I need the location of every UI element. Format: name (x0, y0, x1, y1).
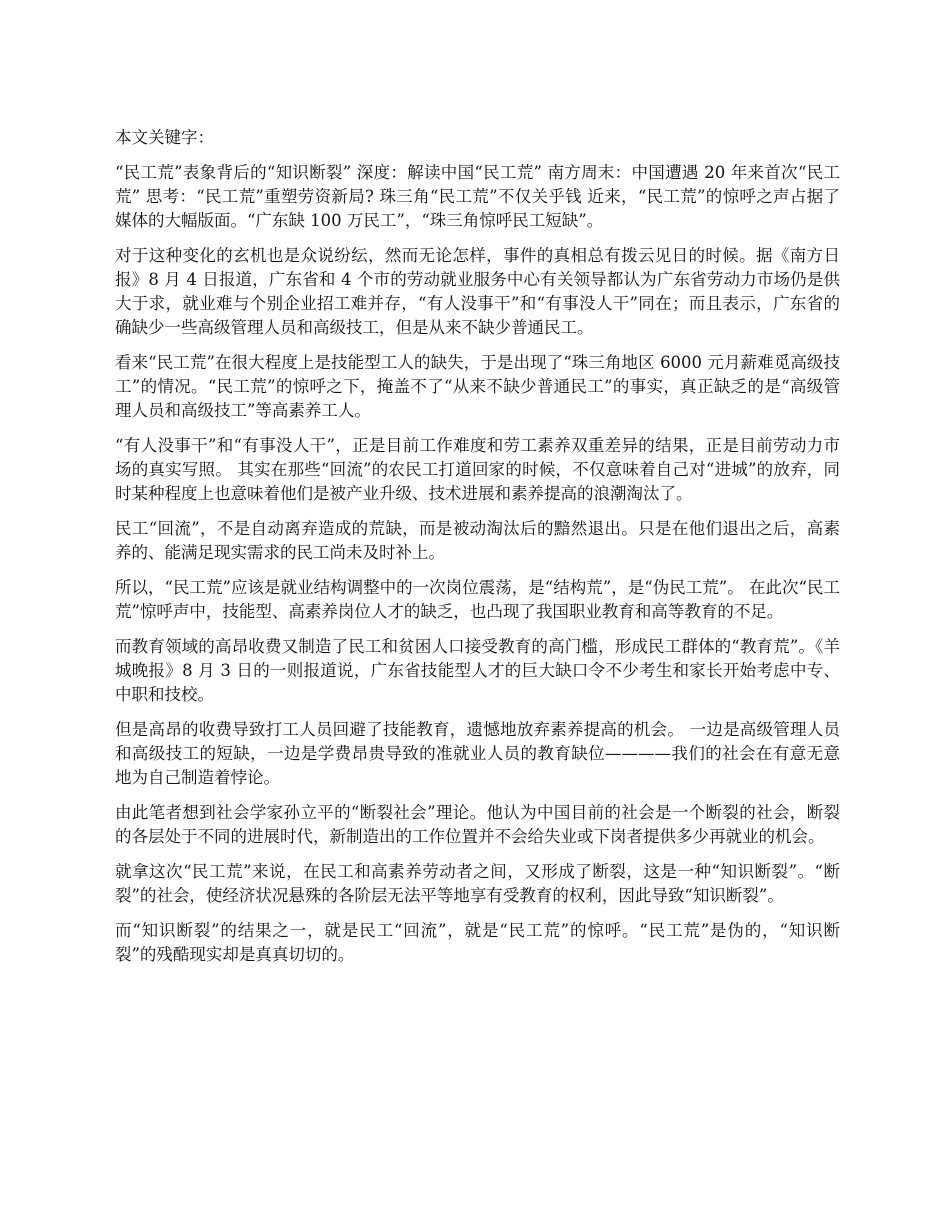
paragraph-4: “有人没事干”和“有事没人干”，正是目前工作难度和劳工素养双重差异的结果，正是目前劳动力市场的真实写照。 其实在那些“回流”的农民工打道回家的时候，不仅意味着自己对“进城”的放弃，同时某种程度上也意味着他们是被产业升级、技术进展和素养提高的浪潮淘汰了。 (115, 436, 840, 503)
paragraph-6: 所以，“民工荒”应该是就业结构调整中的一次岗位震荡，是“结构荒”，是“伪民工荒”。 在此次“民工荒”惊呼声中，技能型、高素养岗位人才的缺乏，也凸现了我国职业教育和高等教育的不足。 (115, 578, 840, 621)
paragraph-10: 就拿这次“民工荒”来说，在民工和高素养劳动者之间，又形成了断裂，这是一种“知识断裂”。“断裂”的社会，使经济状况悬殊的各阶层无法平等地享有受教育的权利，因此导致“知识断裂”。 (115, 862, 840, 905)
paragraph-7: 而教育领域的高昂收费又制造了民工和贫困人口接受教育的高门槛，形成民工群体的“教育荒”。《羊城晚报》8 月 3 日的一则报道说，广东省技能型人才的巨大缺口令不少考生和家长开始考虑中专、中职和技校。 (115, 637, 840, 704)
paragraph-5: 民工“回流”，不是自动离弃造成的荒缺，而是被动淘汰后的黯然退出。只是在他们退出之后，高素养的、能满足现实需求的民工尚未及时补上。 (115, 519, 840, 562)
paragraph-3: 看来“民工荒”在很大程度上是技能型工人的缺失，于是出现了“珠三角地区 6000 元月薪难觅高级技工”的情况。“民工荒”的惊呼之下，掩盖不了“从来不缺少普通民工”的事实，真正缺乏的是“高级管理人员和高级技工”等高素养工人。 (115, 353, 840, 420)
article-body (115, 126, 840, 978)
paragraph-2: 对于这种变化的玄机也是众说纷纭，然而无论怎样，事件的真相总有拨云见日的时候。据《南方日报》8 月 4 日报道，广东省和 4 个市的劳动就业服务中心有关领导都认为广东省劳动力市场仍是供大于求，就业难与个别企业招工难并存，“有人没事干”和“有事没人干”同在；而且表示，广东省的确缺少一些高级管理人员和高级技工，但是从来不缺少普通民工。 (115, 246, 840, 337)
paragraph-8: 但是高昂的收费导致打工人员回避了技能教育，遗憾地放弃素养提高的机会。 一边是高级管理人员和高级技工的短缺，一边是学费昂贵导致的准就业人员的教育缺位————我们的社会在有意无意地为自己制造着悖论。 (115, 720, 840, 787)
keywords-label: 本文关键字： (115, 128, 214, 147)
paragraph-9: 由此笔者想到社会学家孙立平的“断裂社会”理论。他认为中国目前的社会是一个断裂的社会，断裂的各层处于不同的进展时代，新制造出的工作位置并不会给失业或下岗者提供多少再就业的机会。 (115, 803, 840, 846)
paragraph-1: “民工荒”表象背后的“知识断裂” 深度：解读中国“民工荒” 南方周末：中国遭遇 20 年来首次“民工荒” 思考：“民工荒”重塑劳资新局? 珠三角“民工荒”不仅关乎钱 近来，“民工荒”的惊呼之声占据了媒体的大幅版面。“广东缺 100 万民工”，“珠三角惊呼民工短缺”。 (115, 163, 840, 230)
paragraph-11: 而“知识断裂”的结果之一，就是民工“回流”，就是“民工荒”的惊呼。“民工荒”是伪的，“知识断裂”的残酷现实却是真真切切的。 (115, 921, 840, 964)
